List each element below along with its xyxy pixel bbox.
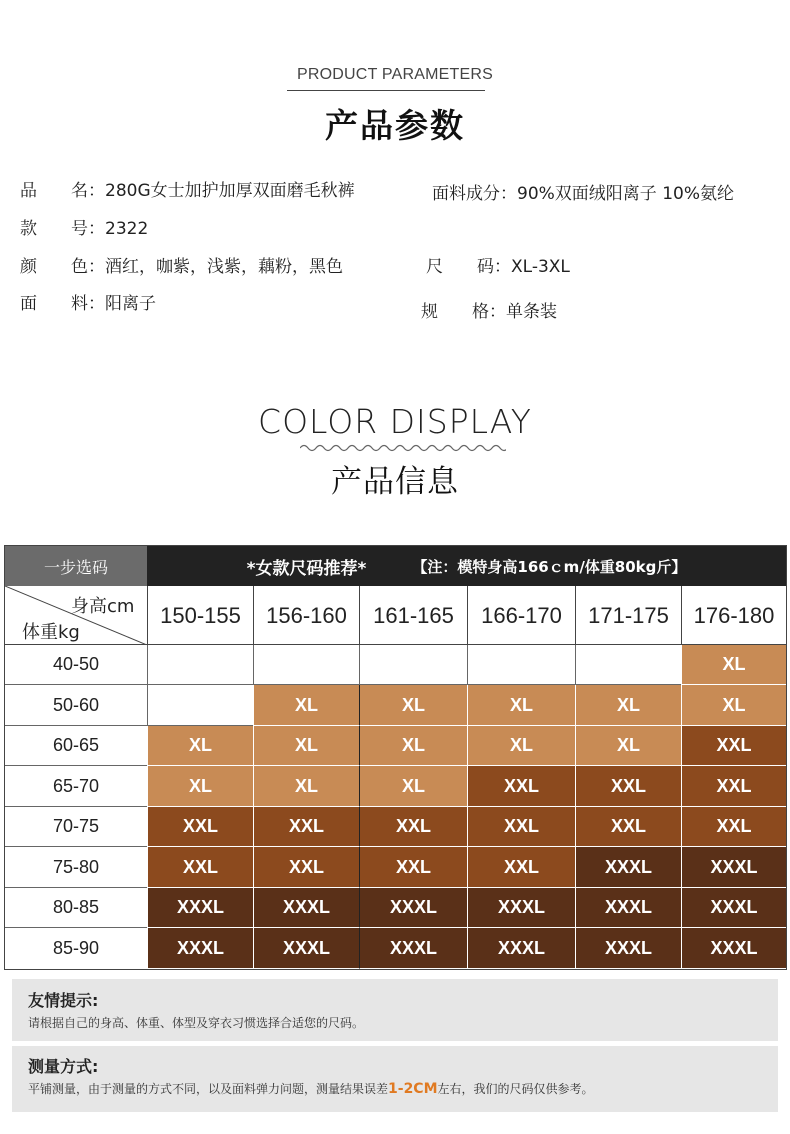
size-cell: XXL — [575, 766, 681, 807]
size-cell: XXXL — [253, 888, 359, 928]
weight-range-label: 40-50 — [5, 645, 147, 685]
height-range-header: 171-175 — [575, 586, 681, 645]
size-cell — [253, 645, 359, 685]
param-color-label: 颜 色： — [20, 257, 105, 277]
measure-tip-box — [12, 1046, 778, 1112]
size-cell: XL — [467, 685, 575, 726]
size-cell: XXXL — [147, 888, 253, 928]
param-color — [20, 252, 343, 277]
size-cell: XXL — [467, 766, 575, 807]
friendly-tip-title: 友情提示: — [28, 991, 99, 1010]
size-cell — [359, 645, 467, 685]
weight-range-label: 50-60 — [5, 685, 147, 726]
size-cell: XXL — [359, 807, 467, 847]
size-cell: XXL — [147, 807, 253, 847]
size-cell: XL — [575, 726, 681, 766]
wave-divider — [300, 442, 506, 454]
size-cell: XXL — [575, 807, 681, 847]
size-cell: XXL — [681, 726, 786, 766]
size-cell: XXL — [359, 847, 467, 888]
size-recommendation-table — [4, 545, 787, 970]
param-fabric-composition — [432, 179, 734, 204]
size-cell: XXXL — [681, 928, 786, 969]
size-cell: XXL — [253, 807, 359, 847]
weight-range-label: 80-85 — [5, 888, 147, 928]
param-spec-label: 规 格： — [421, 302, 506, 322]
size-cell: XXL — [681, 807, 786, 847]
size-cell: XXL — [467, 807, 575, 847]
param-name — [20, 176, 355, 201]
param-color-value: 酒红，咖紫，浅紫，藕粉，黑色 — [105, 257, 343, 277]
size-cell: XXXL — [467, 888, 575, 928]
param-name-value: 280G女士加护加厚双面磨毛秋裤 — [105, 181, 355, 201]
weight-range-label: 65-70 — [5, 766, 147, 807]
param-fabric-composition-label: 面料成分： — [432, 184, 517, 204]
height-range-header: 150-155 — [147, 586, 253, 645]
param-size-label: 尺 码： — [426, 257, 511, 277]
weight-axis-label: 体重kg — [22, 622, 80, 643]
param-item-label: 款 号： — [20, 219, 105, 239]
height-range-header: 166-170 — [467, 586, 575, 645]
size-cell: XXL — [147, 847, 253, 888]
weight-range-label: 60-65 — [5, 726, 147, 766]
size-cell: XXL — [467, 847, 575, 888]
param-item-value: 2322 — [105, 219, 149, 239]
size-cell: XXXL — [467, 928, 575, 969]
param-size-value: XL-3XL — [511, 257, 570, 277]
height-axis-label: 身高cm — [71, 596, 135, 617]
size-cell: XL — [359, 685, 467, 726]
height-range-header: 161-165 — [359, 586, 467, 645]
size-cell: XXXL — [359, 888, 467, 928]
table-header — [147, 546, 786, 586]
section-title-cn: 产品参数 — [325, 106, 465, 145]
param-fabric-label: 面 料： — [20, 294, 105, 314]
size-cell: XL — [253, 726, 359, 766]
size-cell: XXXL — [575, 888, 681, 928]
param-spec — [421, 297, 557, 322]
size-cell: XXXL — [681, 888, 786, 928]
size-cell: XL — [147, 766, 253, 807]
param-fabric-composition-value: 90%双面绒阳离子 10%氨纶 — [517, 184, 734, 204]
param-size — [426, 252, 570, 277]
section-title-cn-2: 产品信息 — [331, 464, 459, 500]
size-cell: XXXL — [359, 928, 467, 969]
weight-range-label: 70-75 — [5, 807, 147, 847]
size-cell: XL — [359, 766, 467, 807]
size-cell — [147, 685, 253, 726]
table-title: *女款尺码推荐* — [246, 558, 367, 579]
size-cell — [147, 645, 253, 685]
size-cell: XL — [575, 685, 681, 726]
param-item-no — [20, 214, 148, 239]
size-cell: XXL — [681, 766, 786, 807]
table-corner-label: 一步选码 — [5, 546, 147, 586]
size-cell — [467, 645, 575, 685]
friendly-tip-box — [12, 979, 778, 1041]
measure-tip-title: 测量方式: — [28, 1057, 99, 1076]
size-cell — [575, 645, 681, 685]
size-cell: XXXL — [147, 928, 253, 969]
param-name-label: 品 名： — [20, 181, 105, 201]
measure-error-range: 1-2CM — [388, 1081, 438, 1097]
size-cell: XXXL — [575, 847, 681, 888]
size-cell: XL — [147, 726, 253, 766]
size-cell: XL — [681, 685, 786, 726]
weight-range-label: 85-90 — [52, 938, 100, 958]
measure-tip-text — [28, 1080, 594, 1097]
section-title-en: PRODUCT PARAMETERS — [297, 66, 493, 83]
height-range-header: 176-180 — [681, 586, 786, 645]
size-cell: XL — [359, 726, 467, 766]
height-range-header: 156-160 — [253, 586, 359, 645]
table-note: 【注：模特身高166ｃm/体重80kg斤】 — [412, 557, 687, 576]
size-cell: XL — [253, 766, 359, 807]
title-underline — [287, 90, 485, 91]
measure-tip-text-a: 平铺测量，由于测量的方式不同，以及面料弹力问题，测量结果误差 — [28, 1082, 389, 1096]
size-cell: XXXL — [253, 928, 359, 969]
section-title-en-2: COLOR DISPLAY — [258, 402, 532, 441]
size-cell: XXXL — [575, 928, 681, 969]
weight-range-label: 75-80 — [5, 847, 147, 888]
friendly-tip-text: 请根据自己的身高、体重、体型及穿衣习惯选择合适您的尺码。 — [28, 1016, 365, 1030]
size-cell: XL — [681, 645, 786, 685]
size-cell: XXL — [253, 847, 359, 888]
size-cell: XL — [467, 726, 575, 766]
size-cell: XXXL — [681, 847, 786, 888]
param-fabric-value: 阳离子 — [105, 294, 156, 314]
size-cell: XL — [253, 685, 359, 726]
param-spec-value: 单条装 — [506, 302, 557, 322]
param-fabric — [20, 289, 156, 314]
measure-tip-text-c: 左右，我们的尺码仅供参考。 — [437, 1082, 594, 1096]
